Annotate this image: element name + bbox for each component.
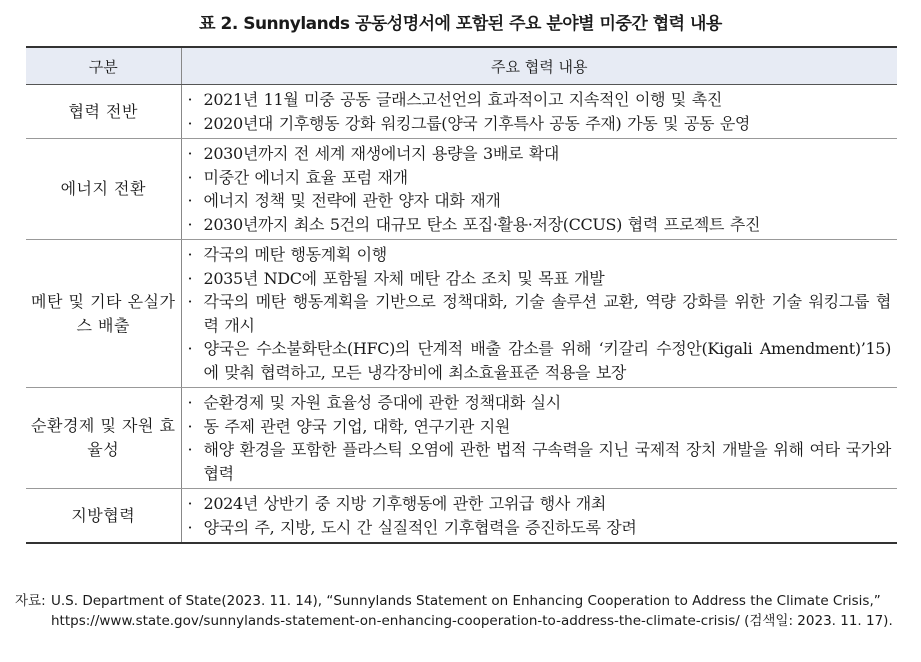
bullet-mark: · [187, 214, 193, 234]
list-item [186, 415, 892, 439]
row-items [181, 85, 897, 139]
bullet-mark: · [187, 440, 193, 459]
row-category: 지방협력 [26, 489, 181, 544]
header-category: 구분 [26, 47, 181, 85]
list-item [186, 391, 892, 415]
bullet-mark: · [187, 167, 193, 187]
item-list [186, 492, 892, 539]
list-item [186, 112, 892, 136]
row-items [181, 388, 897, 489]
item-text: 2030년까지 최소 5건의 대규모 탄소 포집·활용·저장(CCUS) 협력 프로젝트 추진 [203, 214, 761, 234]
item-text: 2024년 상반기 중 지방 기후행동에 관한 고위급 행사 개최 [203, 494, 606, 513]
item-list [186, 391, 892, 485]
bullet-mark: · [187, 113, 193, 133]
list-item [186, 516, 892, 540]
list-item [186, 88, 892, 112]
item-text: 각국의 메탄 행동계획을 기반으로 정책대화, 기술 솔루션 교환, 역량 강화를 위한 기술 워킹그룹 협력 개시 [203, 292, 891, 335]
bullet-mark: · [187, 191, 193, 210]
list-item [186, 267, 892, 291]
list-item [186, 243, 892, 267]
item-list [186, 243, 892, 384]
item-text: 에너지 정책 및 전략에 관한 양자 대화 재개 [203, 191, 501, 210]
table-row [26, 240, 897, 388]
row-category: 에너지 전환 [26, 139, 181, 240]
header-content: 주요 협력 내용 [181, 47, 897, 85]
item-text: 2020년대 기후행동 강화 워킹그룹(양국 기후특사 공동 주재) 가동 및 공동 운영 [203, 113, 751, 133]
item-list [186, 88, 892, 135]
bullet-mark: · [187, 144, 193, 163]
list-item [186, 166, 892, 190]
bullet-mark: · [187, 90, 193, 109]
table-header-row [26, 47, 897, 85]
list-item [186, 142, 892, 166]
source-label: 자료: [15, 593, 46, 609]
table-row [26, 388, 897, 489]
item-text: 동 주제 관련 양국 기업, 대학, 연구기관 지원 [203, 416, 510, 436]
row-items [181, 139, 897, 240]
item-text: 해양 환경을 포함한 플라스틱 오염에 관한 법적 구속력을 지닌 국제적 장치 개발을 위해 여타 국가와 협력 [203, 440, 891, 483]
item-text: 양국의 주, 지방, 도시 간 실질적인 기후협력을 증진하도록 장려 [203, 517, 637, 537]
bullet-mark: · [187, 393, 193, 412]
item-text: 2021년 11월 미중 공동 글래스고선언의 효과적이고 지속적인 이행 및 촉진 [203, 90, 722, 109]
bullet-mark: · [187, 494, 193, 513]
list-item [186, 189, 892, 213]
list-item [186, 337, 892, 384]
list-item [186, 438, 892, 485]
row-items [181, 240, 897, 388]
table-title: 표 2. Sunnylands 공동성명서에 포함된 주요 분야별 미중간 협력 내용 [199, 14, 722, 34]
table-body [26, 85, 897, 544]
table-row [26, 85, 897, 139]
row-category: 순환경제 및 자원 효율성 [26, 388, 181, 489]
bullet-mark: · [187, 517, 193, 537]
table-row [26, 139, 897, 240]
list-item [186, 492, 892, 516]
bullet-mark: · [187, 245, 193, 264]
item-text: 각국의 메탄 행동계획 이행 [203, 245, 387, 264]
source-note [15, 591, 910, 631]
source-text: U.S. Department of State(2023. 11. 14), “Sunnylands Statement on Enhancing Cooperation to Address the Climate Crisis,” https://www.state.gov/sunnylands-statement-on-enhancing-cooperation-to-address-the-climate-crisis/ (검색일: 2023. 11. 17). [51, 593, 893, 629]
list-item [186, 213, 892, 237]
row-category: 메탄 및 기타 온실가스 배출 [26, 240, 181, 388]
list-item [186, 290, 892, 337]
bullet-mark: · [187, 292, 193, 311]
bullet-mark: · [187, 268, 193, 288]
item-text: 미중간 에너지 효율 포럼 재개 [203, 167, 408, 187]
row-items [181, 489, 897, 544]
table-row [26, 489, 897, 544]
item-text: 2035년 NDC에 포함될 자체 메탄 감소 조치 및 목표 개발 [203, 268, 605, 288]
bullet-mark: · [187, 339, 193, 358]
item-text: 2030년까지 전 세계 재생에너지 용량을 3배로 확대 [203, 144, 559, 163]
item-text: 순환경제 및 자원 효율성 증대에 관한 정책대화 실시 [203, 393, 561, 412]
item-text: 양국은 수소불화탄소(HFC)의 단계적 배출 감소를 위해 ‘키갈리 수정안(Kigali Amendment)’15)에 맞춰 협력하고, 모든 냉각장비에 최소효율표준 적용을 보장 [203, 339, 891, 382]
row-category: 협력 전반 [26, 85, 181, 139]
bullet-mark: · [187, 416, 193, 436]
item-list [186, 142, 892, 236]
cooperation-table [26, 46, 897, 544]
